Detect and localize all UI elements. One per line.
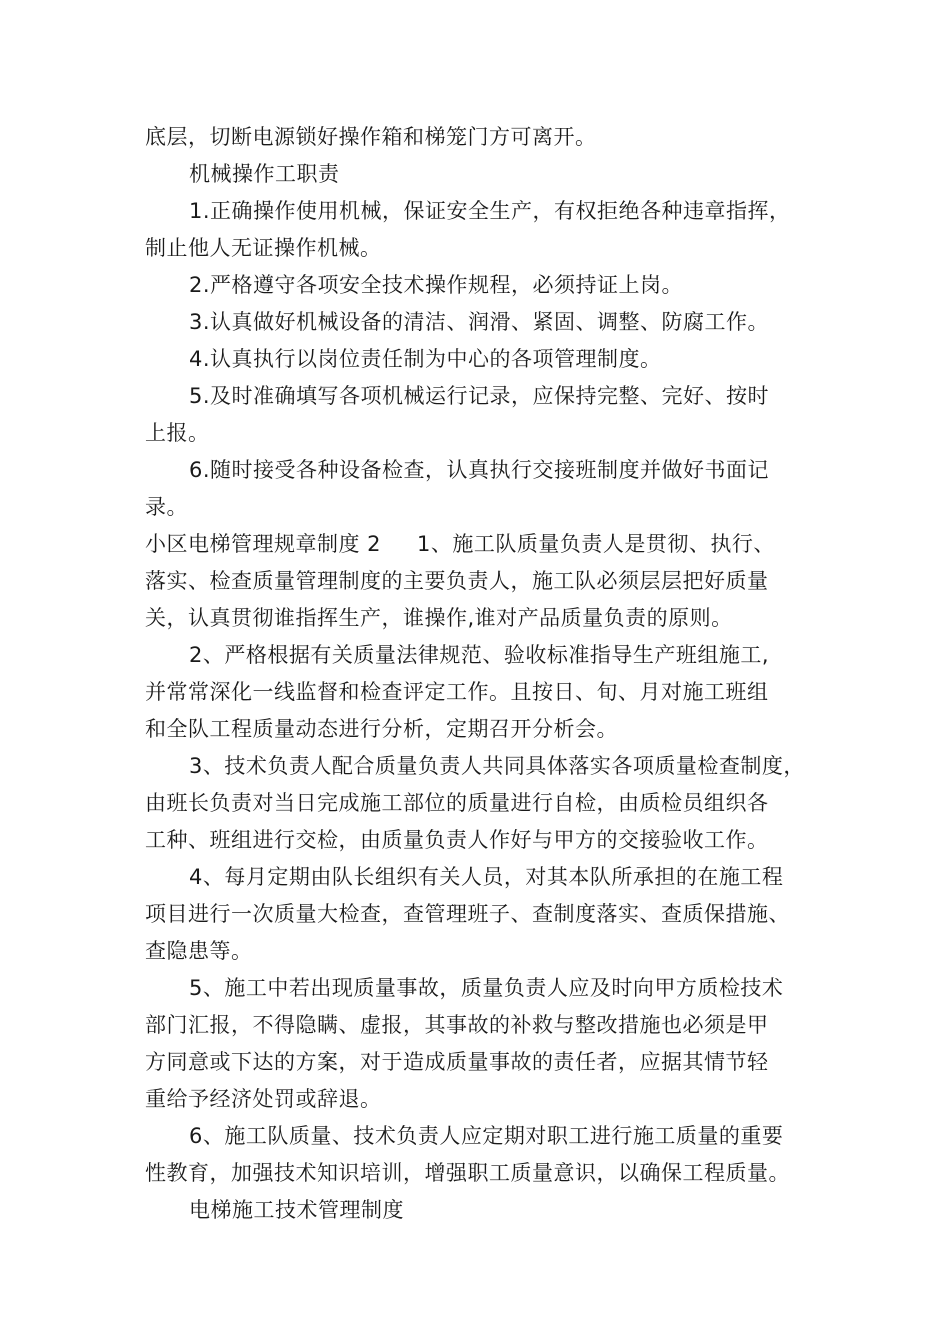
paragraph-line: [145, 531, 775, 557]
section-heading: 机械操作工职责: [189, 162, 340, 186]
paragraph-start: 1、施工队质量负责人是贯彻、执行、: [417, 532, 775, 556]
paragraph-line: 2、严格根据有关质量法律规范、验收标准指导生产班组施工,: [189, 643, 770, 667]
paragraph-line: 录。: [145, 495, 188, 519]
paragraph-line: 工种、班组进行交检，由质量负责人作好与甲方的交接验收工作。: [145, 828, 769, 852]
paragraph-line: 上报。: [145, 421, 210, 445]
paragraph-line: 6.随时接受各种设备检查，认真执行交接班制度并做好书面记: [189, 458, 770, 482]
paragraph-line: 4.认真执行以岗位责任制为中心的各项管理制度。: [189, 347, 662, 371]
paragraph-line: 并常常深化一线监督和检查评定工作。且按日、旬、月对施工班组: [145, 680, 769, 704]
paragraph-line: 2.严格遵守各项安全技术操作规程，必须持证上岗。: [189, 273, 684, 297]
paragraph-line: 性教育，加强技术知识培训，增强职工质量意识，以确保工程质量。: [145, 1161, 790, 1185]
section-heading: 电梯施工技术管理制度: [189, 1198, 404, 1222]
paragraph-line: 底层，切断电源锁好操作箱和梯笼门方可离开。: [145, 125, 597, 149]
paragraph-line: 重给予经济处罚或辞退。: [145, 1087, 382, 1111]
paragraph-line: 制止他人无证操作机械。: [145, 236, 382, 260]
paragraph-line: 关，认真贯彻谁指挥生产，谁操作,谁对产品质量负责的原则。: [145, 606, 733, 630]
paragraph-line: 3、技术负责人配合质量负责人共同具体落实各项质量检查制度，: [189, 754, 805, 778]
paragraph-line: 由班长负责对当日完成施工部位的质量进行自检，由质检员组织各: [145, 791, 769, 815]
paragraph-line: 5.及时准确填写各项机械运行记录，应保持完整、完好、按时: [189, 384, 770, 408]
paragraph-line: 落实、检查质量管理制度的主要负责人，施工队必须层层把好质量: [145, 569, 769, 593]
paragraph-line: 3.认真做好机械设备的清洁、润滑、紧固、调整、防腐工作。: [189, 310, 770, 334]
paragraph-line: 方同意或下达的方案，对于造成质量事故的责任者，应据其情节轻: [145, 1050, 769, 1074]
paragraph-line: 4、每月定期由队长组织有关人员，对其本队所承担的在施工程: [189, 865, 784, 889]
paragraph-line: 和全队工程质量动态进行分析，定期召开分析会。: [145, 717, 618, 741]
paragraph-line: 部门汇报，不得隐瞒、虚报，其事故的补救与整改措施也必须是甲: [145, 1013, 769, 1037]
paragraph-line: 6、施工队质量、技术负责人应定期对职工进行施工质量的重要: [189, 1124, 784, 1148]
paragraph-line: 项目进行一次质量大检查，查管理班子、查制度落实、查质保措施、: [145, 902, 790, 926]
paragraph-line: 查隐患等。: [145, 939, 253, 963]
document-title: 小区电梯管理规章制度 2: [145, 532, 382, 556]
paragraph-line: 5、施工中若出现质量事故，质量负责人应及时向甲方质检技术: [189, 976, 784, 1000]
paragraph-line: 1.正确操作使用机械，保证安全生产，有权拒绝各种违章指挥，: [189, 199, 791, 223]
